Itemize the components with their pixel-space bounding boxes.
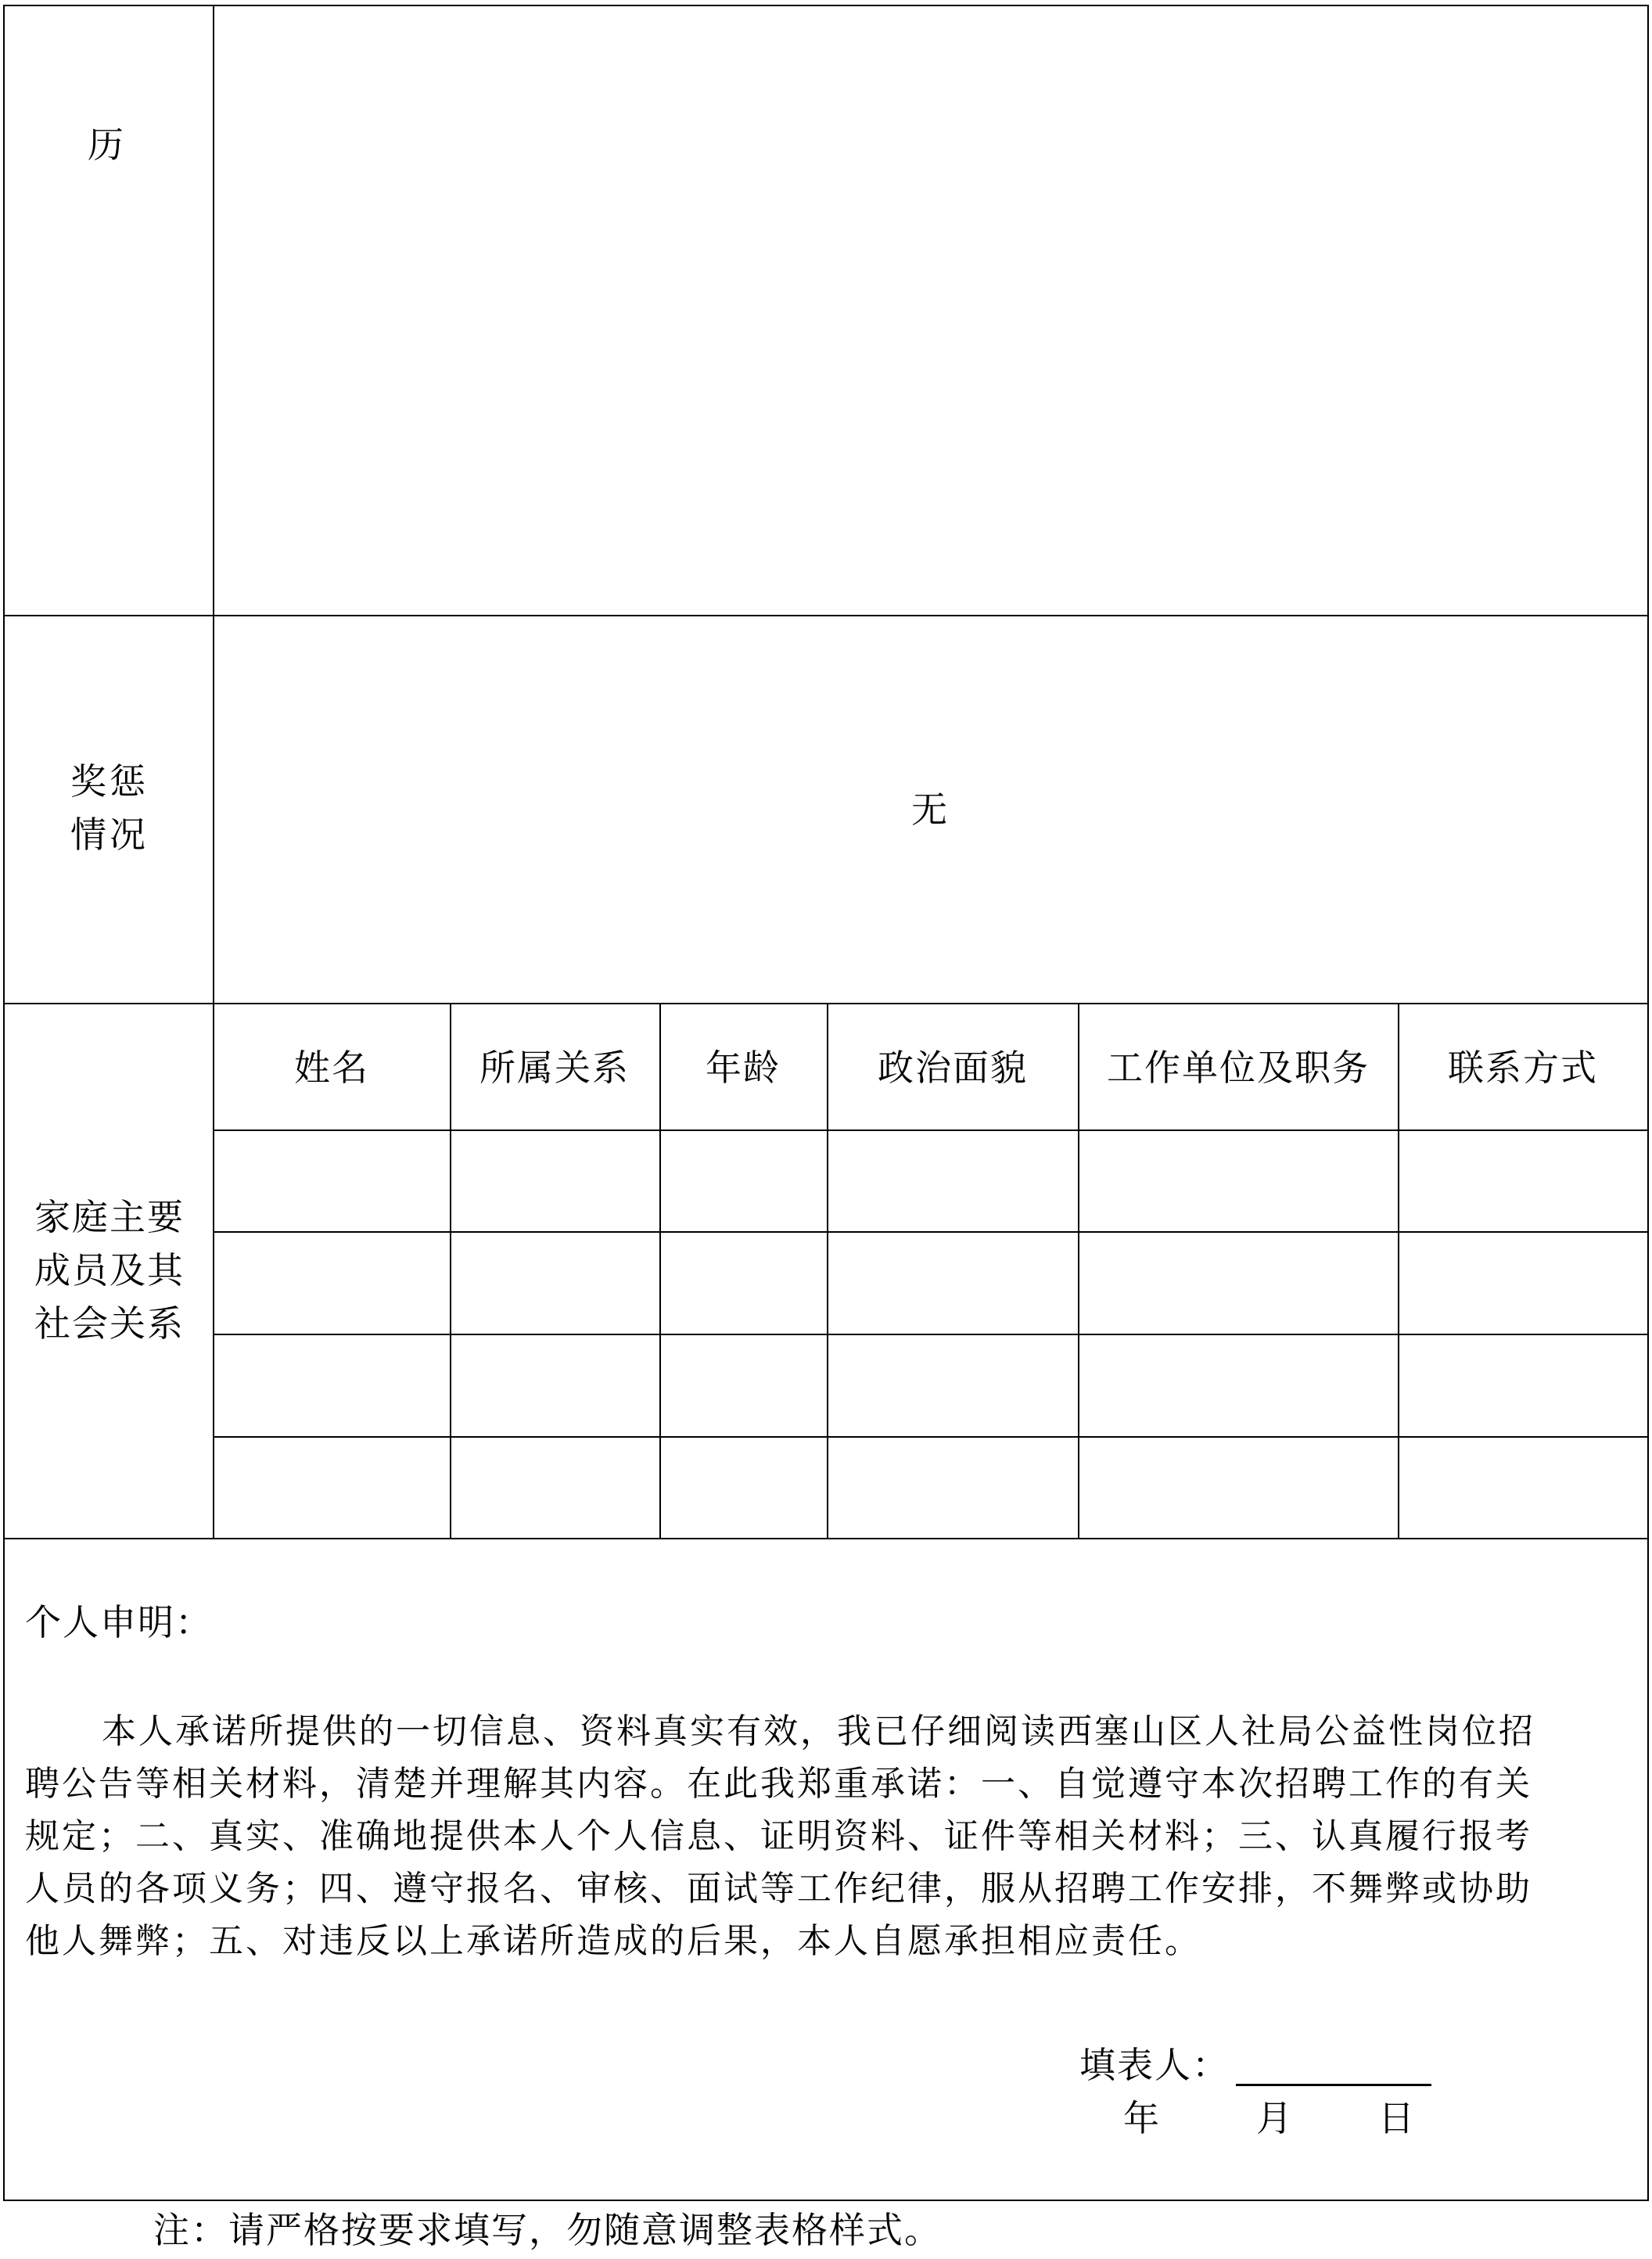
- table-row: [214, 1233, 1647, 1334]
- column-header-age: 年龄: [706, 1047, 781, 1089]
- signer-field[interactable]: [1236, 2040, 1431, 2084]
- family-cell-political-status[interactable]: [828, 1335, 1078, 1436]
- signer-underline: [1236, 2084, 1431, 2086]
- family-cell-age[interactable]: [661, 1233, 827, 1334]
- family-cell-relation[interactable]: [451, 1233, 659, 1334]
- family-cell-age[interactable]: [661, 1131, 827, 1231]
- family-cell-contact[interactable]: [1399, 1438, 1647, 1538]
- resume-label: 历: [88, 124, 125, 166]
- family-cell-political-status[interactable]: [828, 1131, 1078, 1231]
- family-cell-age[interactable]: [661, 1335, 827, 1436]
- column-header-name: 姓名: [294, 1047, 369, 1089]
- column-header-political-status: 政治面貌: [878, 1047, 1028, 1089]
- date-day-label: 日: [1378, 2097, 1414, 2139]
- family-cell-relation[interactable]: [451, 1438, 659, 1538]
- family-cell-contact[interactable]: [1399, 1335, 1647, 1436]
- table-row: [214, 1335, 1647, 1436]
- date-month-label: 月: [1256, 2097, 1292, 2139]
- rewards-label-line: 奖惩: [70, 760, 149, 803]
- table-border-right: [1647, 5, 1649, 2201]
- table-row: [214, 1131, 1647, 1231]
- column-header-contact: 联系方式: [1448, 1047, 1598, 1089]
- resume-content-field[interactable]: [214, 6, 1646, 613]
- table-border-left: [3, 5, 5, 2201]
- family-cell-contact[interactable]: [1399, 1233, 1647, 1334]
- family-cell-name[interactable]: [214, 1438, 450, 1538]
- rewards-section-bottom: [3, 1003, 1649, 1004]
- rewards-label-line: 情况: [70, 813, 149, 856]
- family-cell-name[interactable]: [214, 1233, 450, 1334]
- family-cell-contact[interactable]: [1399, 1131, 1647, 1231]
- rewards-label: [31, 755, 188, 861]
- family-cell-political-status[interactable]: [828, 1233, 1078, 1334]
- family-label-line: 社会关系: [34, 1302, 185, 1345]
- column-header-relation: 所属关系: [479, 1047, 630, 1089]
- family-label-line: 家庭主要: [34, 1196, 185, 1238]
- family-section-bottom: [3, 1538, 1649, 1539]
- family-cell-workplace[interactable]: [1079, 1233, 1398, 1334]
- declaration-body: [25, 1705, 1630, 1967]
- family-cell-age[interactable]: [661, 1438, 827, 1538]
- declaration-line: 他人舞弊；五、对违反以上承诺所造成的后果，本人自愿承担相应责任。: [25, 1921, 1201, 1961]
- declaration-title: 个人申明：: [25, 1601, 213, 1643]
- family-cell-workplace[interactable]: [1079, 1438, 1398, 1538]
- table-row: [214, 1438, 1647, 1538]
- family-cell-political-status[interactable]: [828, 1438, 1078, 1538]
- declaration-line: 规定；二、真实、准确地提供本人个人信息、证明资料、证件等相关材料；三、认真履行报考: [25, 1816, 1532, 1856]
- family-cell-name[interactable]: [214, 1131, 450, 1231]
- signer-label: 填表人：: [1079, 2044, 1230, 2086]
- rewards-content: 无: [911, 788, 949, 831]
- family-cell-relation[interactable]: [451, 1335, 659, 1436]
- declaration-line: 聘公告等相关材料，清楚并理解其内容。在此我郑重承诺：一、自觉遵守本次招聘工作的有关: [25, 1764, 1532, 1804]
- family-cell-workplace[interactable]: [1079, 1131, 1398, 1231]
- footnote: 注：请严格按要求填写，勿随意调整表格样式。: [153, 2209, 942, 2251]
- rewards-content-field[interactable]: [214, 616, 1646, 1001]
- date-year-label: 年: [1123, 2097, 1159, 2139]
- family-cell-name[interactable]: [214, 1335, 450, 1436]
- family-cell-workplace[interactable]: [1079, 1335, 1398, 1436]
- family-label-line: 成员及其: [34, 1249, 185, 1291]
- declaration-line: 人员的各项义务；四、遵守报名、审核、面试等工作纪律，服从招聘工作安排，不舞弊或协助: [25, 1869, 1532, 1909]
- family-label: [16, 1191, 203, 1350]
- family-cell-relation[interactable]: [451, 1131, 659, 1231]
- column-header-workplace-position: 工作单位及职务: [1107, 1047, 1370, 1089]
- declaration-line: 本人承诺所提供的一切信息、资料真实有效，我已仔细阅读西塞山区人社局公益性岗位招: [102, 1711, 1535, 1751]
- table-border-bottom: [3, 2200, 1649, 2201]
